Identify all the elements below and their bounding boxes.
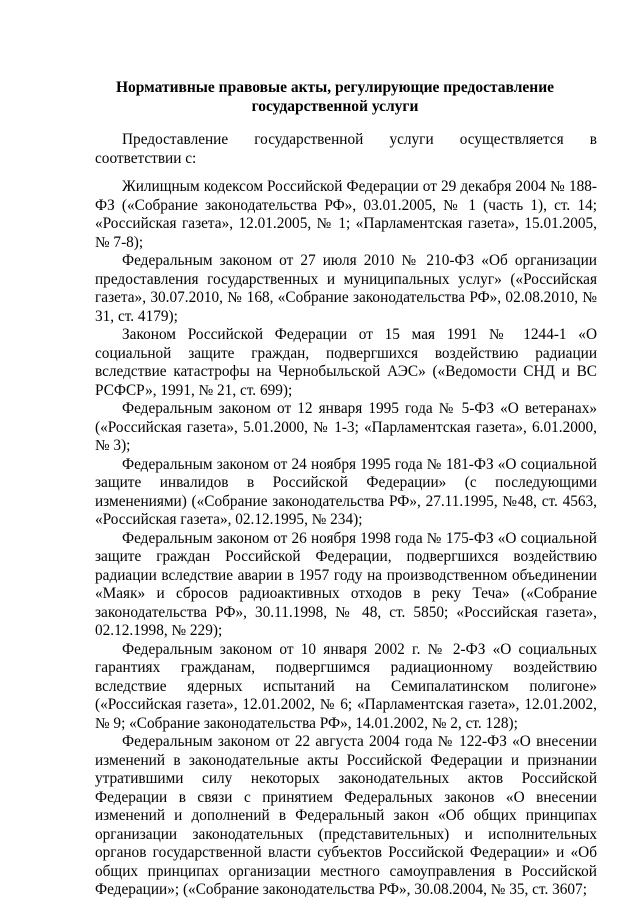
legal-act-paragraph: Законом Российской Федерации от 15 мая 1991 № 1244-1 «О социальной защите граждан, подвергшихся воздействию радиации вследствие катастрофы на Чернобыльской АЭС» («Ведомости СНД и ВС РСФСР», 1991, № 21, ст. 699); (95, 326, 597, 399)
intro-paragraph: Предоставление государственной услуги осуществляется в соответствии с: (95, 131, 597, 167)
document-body (95, 131, 597, 900)
legal-act-paragraph: Федеральным законом от 10 января 2002 г. № 2-ФЗ «О социальных гарантиях гражданам, подвергшимся радиационному воздействию вследствие ядерных испытаний на Семипалатинском полигоне» («Российская газета», 12.01.2002, № 6; «Парламентская газета», 12.01.2002, № 9; «Собрание законодательства РФ», 14.01.2002, № 2, ст. 128); (95, 640, 597, 732)
legal-act-paragraph: Федеральным законом от 12 января 1995 года № 5-ФЗ «О ветеранах» («Российская газета», 5.01.2000, № 1-3; «Парламентская газета», 6.01.2000, № 3); (95, 400, 597, 454)
legal-act-paragraph: Федеральным законом от 26 ноября 1998 года № 175-ФЗ «О социальной защите граждан Российской Федерации, подвергшихся воздействию радиации вследствие аварии в 1957 году на производственном объединении «Маяк» и сбросов радиоактивных отходов в реку Теча» («Собрание законодательства РФ», 30.11.1998, № 48, ст. 5850; «Российская газета», 02.12.1998, № 229); (95, 529, 597, 639)
document-title: Нормативные правовые акты, регулирующие предоставление государственной услуги (115, 79, 555, 115)
legal-act-paragraph: Жилищным кодексом Российской Федерации от 29 декабря 2004 № 188-ФЗ («Собрание законодательства РФ», 03.01.2005, № 1 (часть 1), ст. 14; «Российская газета», 12.01.2005, № 1; «Парламентская газета», 15.01.2005, № 7-8); (95, 178, 597, 251)
legal-act-paragraph: Федеральным законом от 22 августа 2004 года № 122-ФЗ «О внесении изменений в законодательные акты Российской Федерации и признании утратившими силу некоторых законодательных актов Российской Федерации в связи с принятием Федеральных законов «О внесении изменений и дополнений в Федеральный закон «Об общих принципах организации законодательных (представительных) и исполнительных органов государственной власти субъектов Российской Федерации» и «Об общих принципах организации местного самоуправления в Российской Федерации»; («Собрание законодательства РФ», 30.08.2004, № 35, ст. 3607; (95, 733, 597, 898)
legal-act-paragraph: Федеральным законом от 27 июля 2010 № 210-ФЗ «Об организации предоставления государственных и муниципальных услуг» («Российская газета», 30.07.2010, № 168, «Собрание законодательства РФ», 02.08.2010, № 31, ст. 4179); (95, 252, 597, 325)
legal-act-paragraph: Федеральным законом от 24 ноября 1995 года № 181-ФЗ «О социальной защите инвалидов в Российской Федерации» (с последующими изменениями) («Собрание законодательства РФ», 27.11.1995, №48, ст. 4563, «Российская газета», 02.12.1995, № 234); (95, 455, 597, 528)
